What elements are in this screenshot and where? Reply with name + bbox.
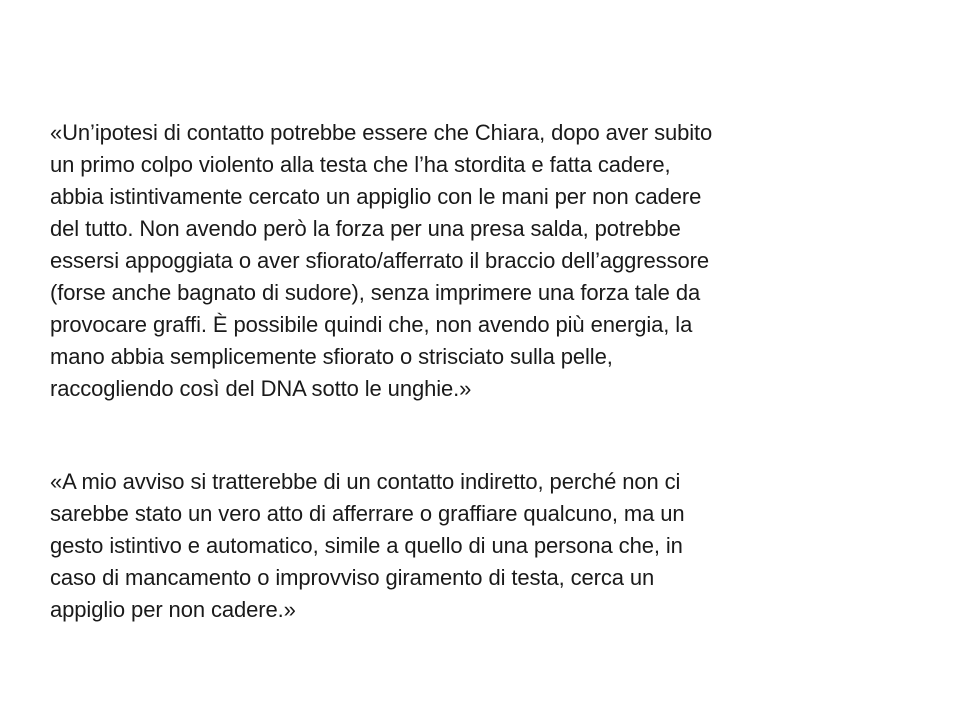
quote-paragraph: «A mio avviso si tratterebbe di un contatto indiretto, perché non ci sarebbe stato un vero atto di afferrare o graffiare qualcuno, ma un gesto istintivo e automatico, simile a quello di una persona che, in caso di mancamento o improvviso giramento di testa, cerca un appiglio per non cadere.»: [50, 469, 685, 622]
quote-paragraph: «Un’ipotesi di contatto potrebbe essere che Chiara, dopo aver subito un primo colpo violento alla testa che l’ha stordita e fatta cadere, abbia istintivamente cercato un appiglio con le mani per non cadere del tutto. Non avendo però la forza per una presa salda, potrebbe essersi appoggiata o aver sfiorato/afferrato il braccio dell’aggressore (forse anche bagnato di sudore), senza imprimere una forza tale da provocare graffi. È possibile quindi che, non avendo più energia, la mano abbia semplicemente sfiorato o strisciato sulla pelle, raccogliendo così del DNA sotto le unghie.»: [50, 120, 713, 401]
